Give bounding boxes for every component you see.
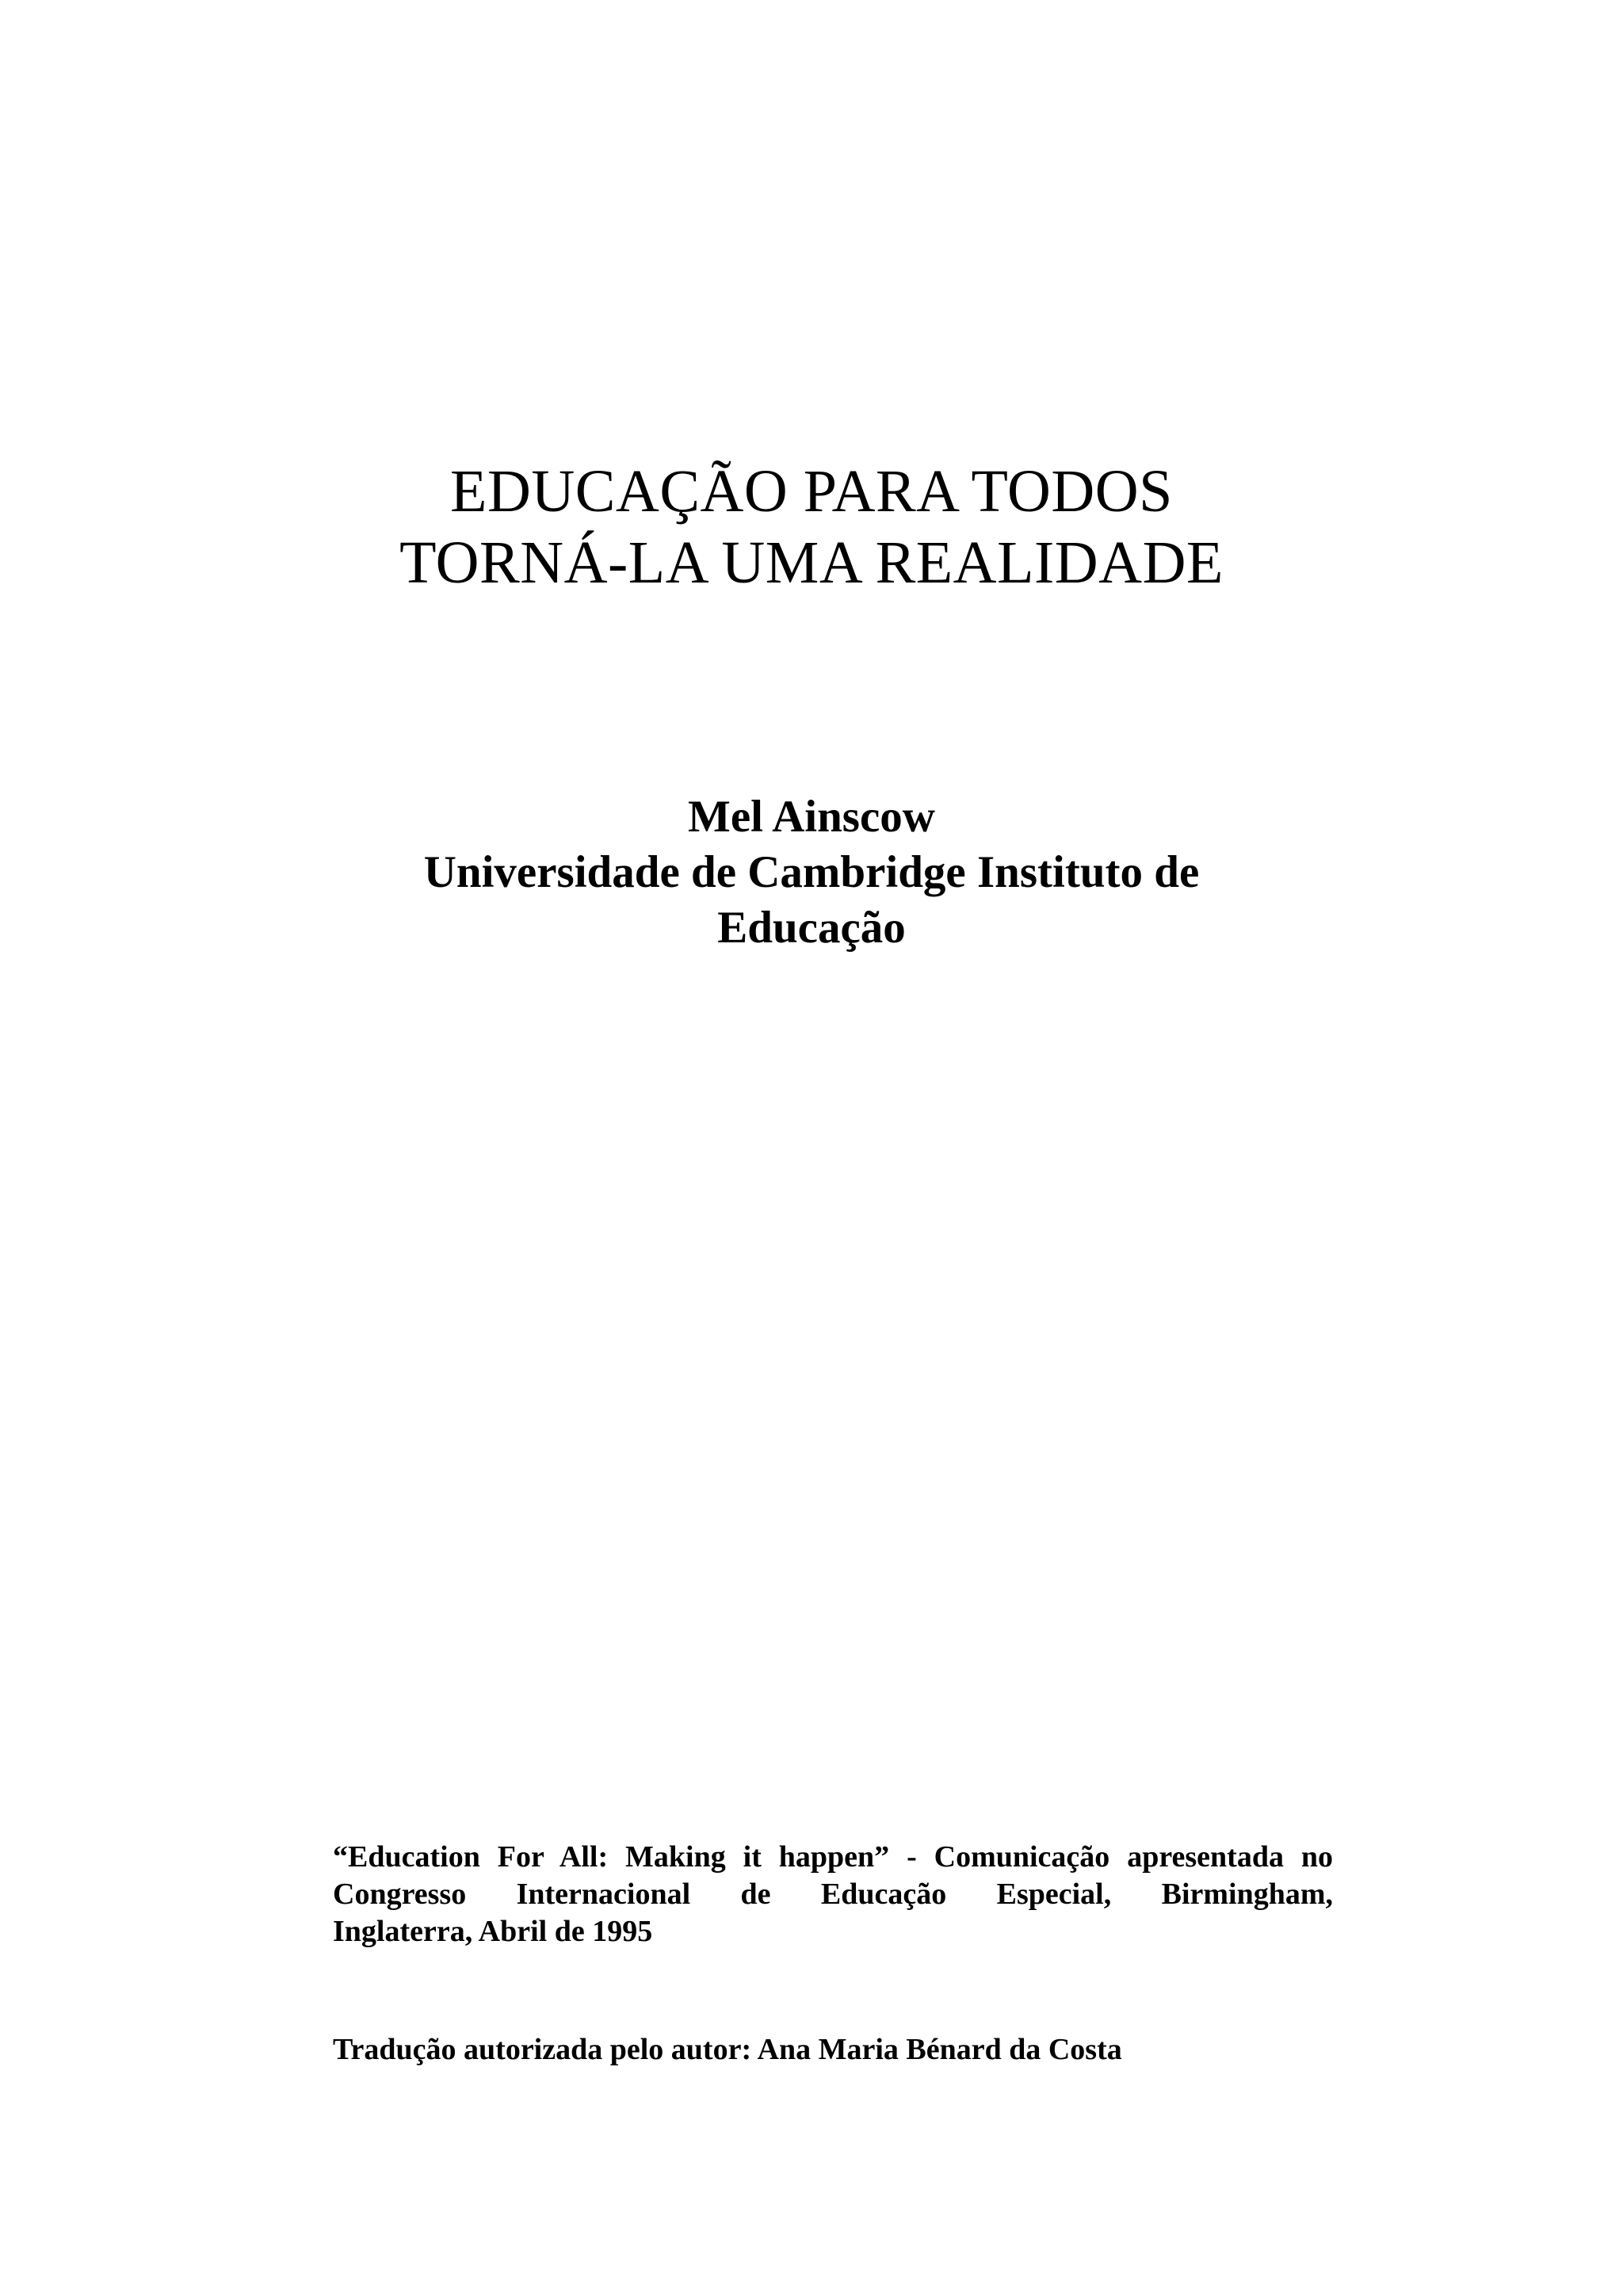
author-affiliation-line-2: Educação	[717, 903, 906, 953]
document-title	[0, 456, 1623, 598]
presentation-note-line-2: Congresso Internacional de Educação Especial, Birmingham,	[333, 1878, 1333, 1911]
presentation-note-line-3: Inglaterra, Abril de 1995	[333, 1915, 653, 1948]
author-affiliation-line-1: Universidade de Cambridge Instituto de	[423, 847, 1200, 897]
title-line-2: TORNÁ-LA UMA REALIDADE	[399, 529, 1224, 596]
presentation-note-line-1: “Education For All: Making it happen” - Comunicação apresentada no	[333, 1840, 1333, 1874]
author-block	[0, 789, 1623, 956]
presentation-note	[333, 1839, 1333, 1950]
author-name: Mel Ainscow	[688, 792, 935, 842]
translation-note: Tradução autorizada pelo autor: Ana Maria Bénard da Costa	[333, 2033, 1122, 2066]
title-line-1: EDUCAÇÃO PARA TODOS	[450, 458, 1173, 525]
